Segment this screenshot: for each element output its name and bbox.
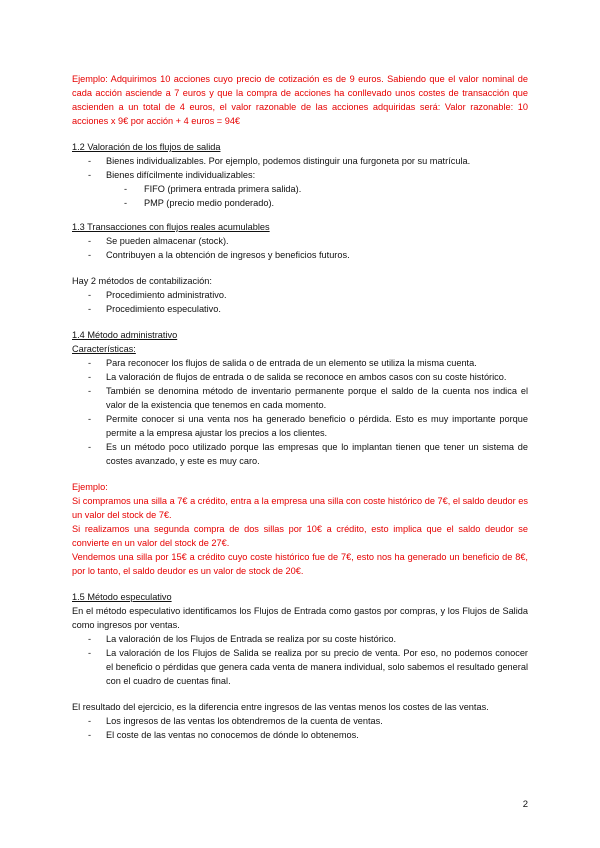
list-item: - PMP (precio medio ponderado). — [72, 196, 528, 210]
list-item: - Procedimiento administrativo. — [72, 288, 528, 302]
list-item: - Procedimiento especulativo. — [72, 302, 528, 316]
list-flujos-acumulables — [72, 234, 528, 262]
sublist-metodos-valoracion — [72, 182, 528, 210]
list-metodos — [72, 288, 528, 316]
list-item: - FIFO (primera entrada primera salida). — [72, 182, 528, 196]
methods-intro: Hay 2 métodos de contabilización: — [72, 276, 212, 286]
example-acciones: Ejemplo: Adquirimos 10 acciones cuyo precio de cotización es de 9 euros. Sabiendo que el valor nominal de cada acción asciende a 7 euros y que la compra de acciones ha conllevado unos costes de transacción que ascienden a un total de 4 euros, el valor razonable de las acciones adquiridas será: Valor razonable: 10 acciones x 9€ por acción + 4 euros = 94€ — [72, 74, 528, 126]
list-flujos-salida — [72, 154, 528, 182]
example-label: Ejemplo: — [72, 482, 108, 492]
section-heading-1-5: 1.5 Método especulativo — [72, 592, 172, 602]
list-item: - La valoración de los Flujos de Salida se realiza por su precio de venta. Por eso, no podemos conocer el beneficio o pérdidas que genera cada venta de manera individual, solo sabemos el resultado general con el cuadro de cuentas final. — [72, 646, 528, 688]
caracteristicas-heading: Características: — [72, 344, 136, 354]
list-item: - Bienes individualizables. Por ejemplo, podemos distinguir una furgoneta por su matrícula. — [72, 154, 528, 168]
list-resultado — [72, 714, 528, 742]
list-item: - La valoración de los Flujos de Entrada se realiza por su coste histórico. — [72, 632, 528, 646]
list-item: - Se pueden almacenar (stock). — [72, 234, 528, 248]
page-content — [72, 72, 528, 742]
section-heading-1-2: 1.2 Valoración de los flujos de salida — [72, 142, 221, 152]
list-item: - Permite conocer si una venta nos ha generado beneficio o pérdida. Esto es muy importante porque permite a la empresa ajustar los precios a los clientes. — [72, 412, 528, 440]
example-paragraph: Si compramos una silla a 7€ a crédito, entra a la empresa una silla con coste histórico de 7€, el saldo deudor es un valor del stock de 7€. — [72, 496, 528, 520]
list-item: - Los ingresos de las ventas los obtendremos de la cuenta de ventas. — [72, 714, 528, 728]
especulativo-intro: En el método especulativo identificamos los Flujos de Entrada como gastos por compras, y los Flujos de Salida como ingresos por ventas. — [72, 606, 528, 630]
list-item: - El coste de las ventas no conocemos de dónde lo obtenemos. — [72, 728, 528, 742]
list-item: - También se denomina método de inventario permanente porque el saldo de la cuenta nos indica el valor de la existencia que tenemos en cada momento. — [72, 384, 528, 412]
example-paragraph: Si realizamos una segunda compra de dos sillas por 10€ a crédito, esto implica que el saldo deudor se convierte en un valor del stock de 27€. — [72, 524, 528, 548]
section-heading-1-3: 1.3 Transacciones con flujos reales acumulables — [72, 222, 270, 232]
example-paragraph: Vendemos una silla por 15€ a crédito cuyo coste histórico fue de 7€, esto nos ha generado un beneficio de 8€, por lo tanto, el saldo deudor es un valor de stock de 20€. — [72, 552, 528, 576]
section-heading-1-4: 1.4 Método administrativo — [72, 330, 178, 340]
resultado-intro: El resultado del ejercicio, es la diferencia entre ingresos de las ventas menos los costes de las ventas. — [72, 702, 489, 712]
list-item: - Para reconocer los flujos de salida o de entrada de un elemento se utiliza la misma cuenta. — [72, 356, 528, 370]
list-caracteristicas — [72, 356, 528, 468]
list-item: - La valoración de flujos de entrada o de salida se reconoce en ambos casos con su coste histórico. — [72, 370, 528, 384]
page-number: 2 — [522, 799, 528, 810]
list-item: - Bienes difícilmente individualizables: — [72, 168, 528, 182]
list-item: - Contribuyen a la obtención de ingresos y beneficios futuros. — [72, 248, 528, 262]
list-especulativo — [72, 632, 528, 688]
list-item: - Es un método poco utilizado porque las empresas que lo implantan tienen que tener un sistema de costes avanzado, y este es muy caro. — [72, 440, 528, 468]
